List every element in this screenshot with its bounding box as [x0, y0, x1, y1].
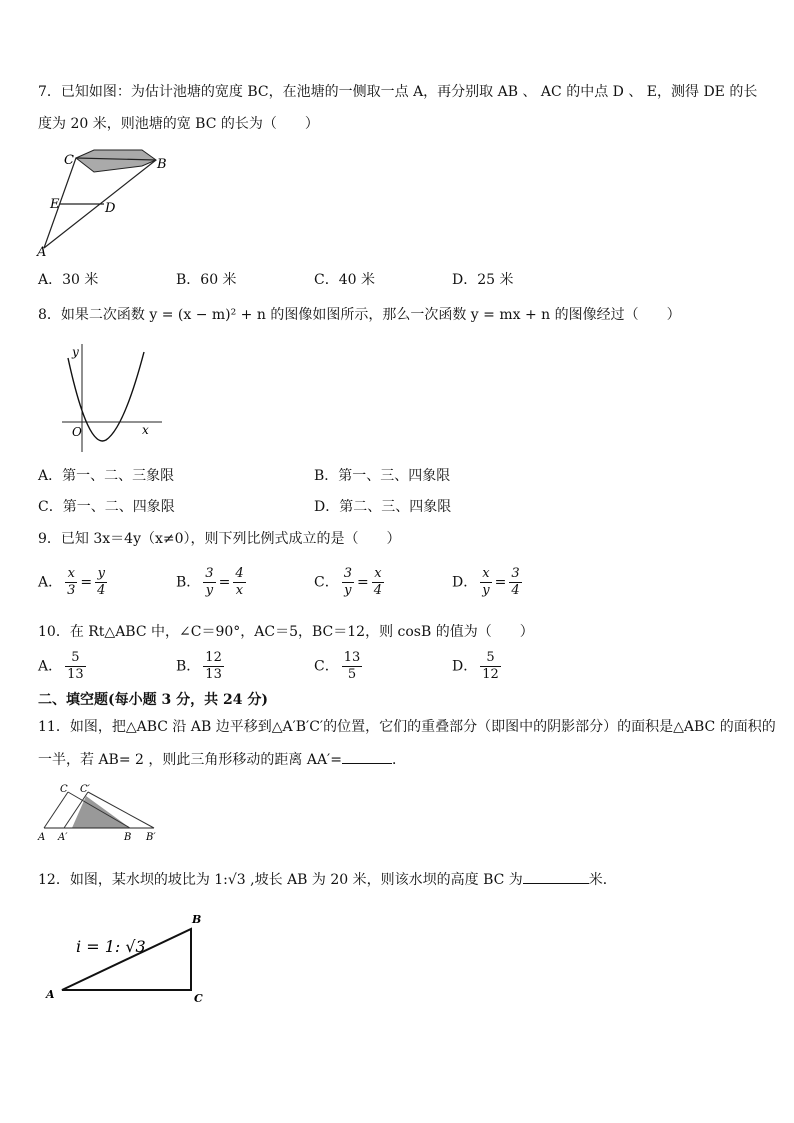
q9-c-n1: 3 — [343, 566, 352, 581]
q8-option-b: B．第一、三、四象限 — [314, 468, 451, 484]
q9-b-d1: y — [205, 583, 214, 598]
q10-d-num: 5 — [480, 650, 501, 667]
q11-label-c2: C′ — [80, 784, 90, 795]
q11-label-b2: B′ — [146, 832, 156, 842]
q10-option-c — [314, 650, 365, 683]
q9-c-n2: x — [372, 566, 384, 583]
q11-label-c: C — [60, 784, 68, 795]
q9-c-d1: y — [344, 583, 352, 598]
q9-a-n1: x — [65, 566, 77, 583]
section-heading: 二、填空题(每小题 3 分，共 24 分) — [38, 692, 268, 708]
q9-b-n2: 4 — [235, 566, 244, 581]
q8-option-a: A．第一、二、三象限 — [38, 468, 175, 484]
q10-c-den: 5 — [347, 667, 357, 682]
q10-c-letter: C． — [314, 658, 339, 675]
q10-b-letter: B． — [176, 658, 201, 675]
q9-c-letter: C． — [314, 574, 339, 591]
q8-stem: 8．如果二次函数 y = (x − m)² + n 的图像如图所示，那么一次函数 y = mx + n 的图像经过（ ） — [38, 307, 681, 323]
q11-answer-blank[interactable] — [342, 749, 392, 764]
q9-a-n2: y — [95, 566, 107, 583]
q12-slope-label: i = 1: √3 — [76, 937, 146, 956]
q9-d-n2: 3 — [511, 566, 520, 581]
q7-label-a: A — [37, 245, 47, 260]
q11-label-a2: A′ — [58, 832, 68, 842]
q10-a-den: 13 — [67, 667, 84, 682]
q10-b-num: 12 — [205, 650, 222, 665]
q7-line1: 7．已知如图：为估计池塘的宽度 BC，在池塘的一侧取一点 A，再分别取 AB 、 AC 的中点 D 、 E，测得 DE 的长 — [38, 84, 758, 100]
q12-stem-end: 米． — [588, 872, 617, 888]
q11-line1: 11．如图，把△ABC 沿 AB 边平移到△A′B′C′的位置，它们的重叠部分（即图中的阴影部分）的面积是△ABC 的面积的 — [38, 719, 776, 735]
q10-option-a — [38, 650, 89, 683]
q10-d-letter: D． — [452, 658, 478, 675]
q7-option-d: D．25 米 — [452, 272, 514, 288]
q9-a-d1: 3 — [67, 583, 76, 598]
q9-a-letter: A． — [38, 574, 63, 591]
q7-figure — [34, 148, 174, 260]
q8-label-y: y — [72, 345, 79, 359]
q7-line2: 度为 20 米，则池塘的宽 BC 的长为（ ） — [38, 116, 319, 132]
q8-label-o: O — [72, 425, 82, 439]
q9-option-d: D． $\frac{x}{y}$ = $\frac{3}{4}$ — [452, 566, 520, 598]
q11-line2-end: ． — [391, 752, 406, 768]
q9-b-n1: 3 — [205, 566, 214, 581]
q8-option-c: C．第一、二、四象限 — [38, 499, 175, 515]
q9-b-letter: B． — [176, 574, 201, 591]
q10-a-letter: A． — [38, 658, 63, 675]
q11-line2-text: 一半，若 AB= 2 ，则此三角形移动的距离 AA′= — [38, 752, 342, 768]
q10-a-num: 5 — [65, 650, 86, 667]
q9-option-a: A． $\frac{x}{3}$ = $\frac{y}{4}$ — [38, 566, 106, 598]
q7-option-a: A．30 米 — [38, 272, 99, 288]
q8-label-x: x — [142, 423, 149, 437]
q9-d-d2: 4 — [511, 583, 520, 598]
q9-option-c: C． $\frac{3}{y}$ = $\frac{x}{4}$ — [314, 566, 383, 598]
q12-stem — [38, 869, 617, 890]
q12-answer-blank[interactable] — [523, 869, 589, 884]
q10-b-den: 13 — [205, 667, 222, 682]
q7-option-b: B．60 米 — [176, 272, 237, 288]
q7-option-c: C．40 米 — [314, 272, 375, 288]
q9-option-b: B． $\frac{3}{y}$ = $\frac{4}{x}$ — [176, 566, 244, 598]
q7-label-b: B — [157, 157, 167, 172]
q9-c-d2: 4 — [373, 583, 383, 598]
q11-label-b: B — [124, 832, 132, 842]
q12-stem-text: 12．如图，某水坝的坡比为 1:√3 ,坡长 AB 为 20 米，则该水坝的高度 BC 为 — [38, 872, 523, 888]
q7-label-c: C — [64, 153, 74, 168]
q12-label-c: C — [194, 992, 203, 1005]
q9-d-n1: x — [480, 566, 491, 583]
q9-a-d2: 4 — [97, 583, 106, 598]
q10-d-den: 12 — [482, 667, 499, 682]
q11-figure — [36, 782, 166, 842]
q7-label-d: D — [105, 201, 116, 216]
q10-option-d — [452, 650, 504, 683]
q10-c-num: 13 — [343, 650, 361, 665]
q12-figure — [40, 908, 220, 1008]
q9-d-d1: y — [482, 583, 490, 598]
q7-label-e: E — [50, 197, 60, 212]
q11-line2 — [38, 749, 406, 770]
q8-figure — [58, 340, 168, 456]
q10-stem: 10．在 Rt△ABC 中，∠C＝90°，AC＝5，BC＝12，则 cosB 的值为（ ） — [38, 624, 534, 640]
q12-label-a: A — [46, 988, 55, 1001]
q9-d-letter: D． — [452, 574, 478, 591]
q12-label-b: B — [192, 913, 202, 926]
q9-stem: 9．已知 3x＝4y（x≠0），则下列比例式成立的是（ ） — [38, 531, 401, 547]
q10-option-b — [176, 650, 227, 683]
q8-option-d: D．第二、三、四象限 — [314, 499, 452, 515]
q11-label-a: A — [38, 832, 46, 842]
q9-b-d2: x — [235, 583, 244, 598]
